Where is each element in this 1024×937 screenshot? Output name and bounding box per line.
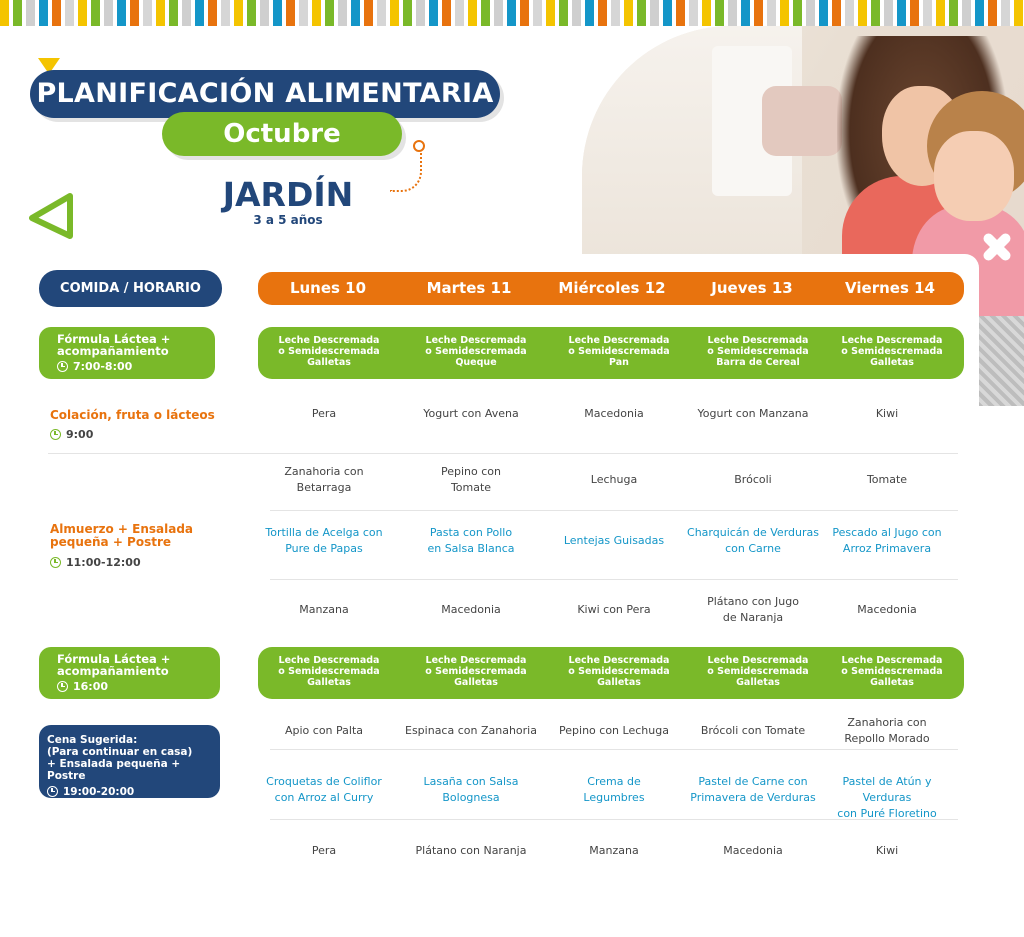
page-title: PLANIFICACIÓN ALIMENTARIA	[30, 70, 500, 118]
formula-cell	[822, 335, 962, 368]
days-header-bar	[258, 272, 964, 305]
cell-line: Leche Descremada	[568, 335, 670, 346]
cell-line: o Semidescremada	[425, 346, 527, 357]
meal-time-text: 7:00-8:00	[73, 360, 133, 373]
cell-line: Lechuga	[590, 473, 638, 486]
meal-label-text: Fórmula Láctea + acompañamiento	[57, 332, 171, 358]
cell-line: Leche Descremada	[841, 655, 943, 666]
formula-cell	[406, 335, 546, 368]
row-divider	[270, 579, 958, 580]
cena-ensalada-cell	[683, 723, 823, 739]
cena-plato-cell	[817, 774, 957, 822]
colacion-cell: Macedonia	[584, 407, 644, 420]
meal-label-almuerzo	[50, 523, 193, 549]
cell-line: Croquetas de Coliflor	[266, 775, 382, 788]
cell-line: Betarraga	[296, 481, 352, 494]
cell-line: Leche Descremada	[425, 335, 527, 346]
colacion-cell: Yogurt con Avena	[423, 407, 519, 420]
day-header: Jueves 13	[711, 279, 793, 297]
ring-decoration-icon	[413, 140, 425, 152]
cell-line: Manzana	[299, 603, 349, 616]
formula-cell	[549, 335, 689, 368]
meal-time-text: 9:00	[66, 428, 94, 441]
cell-line: Leche Descremada	[841, 335, 943, 346]
cell-line: Tortilla de Acelga con	[265, 526, 383, 539]
meal-label-text: pequeña + Postre	[50, 535, 172, 549]
cell-line: Zanahoria con	[847, 716, 927, 729]
day-header: Miércoles 12	[558, 279, 666, 297]
cena-postre-cell	[254, 843, 394, 859]
cell-line: Pera	[311, 844, 337, 857]
cell-line: o Semidescremada	[425, 666, 527, 677]
cell-line: o Semidescremada	[568, 346, 670, 357]
cell-line: Lasaña con Salsa	[423, 775, 519, 788]
cena-plato-cell	[254, 774, 394, 806]
cell-line: o Semidescremada	[841, 666, 943, 677]
colacion-cell: Pera	[311, 407, 337, 420]
meal-time-text: 19:00-20:00	[63, 786, 135, 798]
formula-pm-bar	[258, 647, 964, 699]
cena-ensalada-cell	[401, 723, 541, 739]
almuerzo-ensalada-cell	[817, 472, 957, 488]
cell-line: Galletas	[597, 677, 641, 688]
cell-line: Pan	[609, 357, 629, 368]
cell-line: o Semidescremada	[568, 666, 670, 677]
meal-time-text: 11:00-12:00	[66, 556, 141, 569]
day-header: Viernes 14	[845, 279, 935, 297]
dotted-line-decoration	[390, 152, 422, 192]
cell-line: Manzana	[589, 844, 639, 857]
meal-label-formula-pm	[39, 647, 220, 699]
almuerzo-plato-cell	[401, 525, 541, 557]
formula-cell	[822, 655, 962, 688]
formula-cell	[549, 655, 689, 688]
cross-decoration-icon	[980, 230, 1014, 264]
cell-line: Pastel de Atún y Verduras	[842, 775, 932, 804]
formula-cell	[688, 655, 828, 688]
cell-line: Leche Descremada	[707, 335, 809, 346]
cell-line: Galletas	[870, 357, 914, 368]
meal-label-text: Fórmula Láctea + acompañamiento	[57, 652, 171, 678]
age-range: 3 a 5 años	[253, 213, 323, 227]
cell-line: Tomate	[450, 481, 492, 494]
meal-label-formula-am	[39, 327, 215, 379]
cena-plato-cell	[401, 774, 541, 806]
meal-time-header: COMIDA / HORARIO	[39, 270, 222, 307]
decorative-stripes	[0, 0, 1024, 26]
clock-icon	[50, 429, 61, 440]
cell-line: Zanahoria con	[284, 465, 364, 478]
month-label: Octubre	[162, 112, 402, 156]
cell-line: Galletas	[307, 357, 351, 368]
cena-ensalada-cell	[817, 715, 957, 747]
colacion-cell: Kiwi	[875, 407, 899, 420]
green-triangle-icon	[28, 192, 76, 240]
row-divider	[48, 453, 958, 454]
cell-line: Galletas	[454, 677, 498, 688]
cell-line: Pastel de Carne con	[698, 775, 808, 788]
meal-time	[57, 361, 203, 373]
cell-line: Queque	[455, 357, 497, 368]
cell-line: Pescado al Jugo con	[832, 526, 942, 539]
cell-line: con Carne	[725, 542, 781, 555]
cell-line: Galletas	[307, 677, 351, 688]
formula-cell	[259, 655, 399, 688]
cell-line: de Naranja	[722, 611, 784, 624]
cell-line: Leche Descremada	[278, 655, 380, 666]
cell-line: en Salsa Blanca	[427, 542, 515, 555]
cell-line: Pepino con	[441, 465, 501, 478]
formula-cell	[406, 655, 546, 688]
cell-line: Leche Descremada	[278, 335, 380, 346]
almuerzo-plato-cell	[817, 525, 957, 557]
cell-line: Pure de Papas	[285, 542, 363, 555]
almuerzo-plato-cell	[683, 525, 823, 557]
cell-line: o Semidescremada	[841, 346, 943, 357]
cell-line: Arroz Primavera	[842, 542, 932, 555]
cell-line: con Arroz al Curry	[274, 791, 374, 804]
meal-label-text: Cena Sugerida:	[47, 734, 138, 746]
cell-line: Repollo Morado	[844, 732, 930, 745]
meal-time	[57, 681, 208, 693]
cena-ensalada-cell	[254, 723, 394, 739]
almuerzo-postre-cell	[817, 602, 957, 618]
cell-line: Galletas	[870, 677, 914, 688]
cena-postre-cell	[683, 843, 823, 859]
cena-postre-cell	[817, 843, 957, 859]
formula-cell	[688, 335, 828, 368]
cell-line: Charquicán de Verduras	[687, 526, 819, 539]
meal-label-colacion: Colación, fruta o lácteos	[50, 408, 215, 422]
cell-line: Lentejas Guisadas	[563, 534, 665, 547]
cena-plato-cell	[683, 774, 823, 806]
cell-line: Macedonia	[723, 844, 783, 857]
almuerzo-postre-cell	[544, 602, 684, 618]
clock-icon	[50, 557, 61, 568]
cell-line: Macedonia	[857, 603, 917, 616]
formula-cell	[259, 335, 399, 368]
day-header: Martes 11	[426, 279, 512, 297]
cell-line: Leche Descremada	[568, 655, 670, 666]
meal-label-text: + Ensalada pequeña + Postre	[47, 758, 181, 782]
meal-label-cena	[39, 725, 220, 798]
cell-line: Kiwi	[875, 844, 899, 857]
almuerzo-postre-cell	[401, 602, 541, 618]
cell-line: o Semidescremada	[707, 346, 809, 357]
cell-line: con Puré Floretino	[837, 807, 937, 820]
cena-plato-cell	[544, 774, 684, 806]
clock-icon	[57, 361, 68, 372]
almuerzo-postre-cell	[683, 594, 823, 626]
almuerzo-plato-cell	[544, 533, 684, 549]
cell-line: o Semidescremada	[278, 346, 380, 357]
cell-line: Brócoli	[734, 473, 772, 486]
cena-postre-cell	[544, 843, 684, 859]
row-divider	[270, 749, 958, 750]
cell-line: Leche Descremada	[425, 655, 527, 666]
meal-label-text: (Para continuar en casa)	[47, 746, 193, 758]
cell-line: Leche Descremada	[707, 655, 809, 666]
almuerzo-ensalada-cell	[254, 464, 394, 496]
level-title: JARDÍN	[222, 175, 354, 214]
cell-line: Barra de Cereal	[716, 357, 800, 368]
cell-line: Plátano con Jugo	[707, 595, 799, 608]
cell-line: Pasta con Pollo	[429, 526, 513, 539]
cell-line: Apio con Palta	[284, 724, 364, 737]
cell-line: Brócoli con Tomate	[700, 724, 806, 737]
cell-line: Crema de	[587, 775, 641, 788]
colacion-cell: Yogurt con Manzana	[697, 407, 809, 420]
cell-line: o Semidescremada	[278, 666, 380, 677]
cell-line: Espinaca con Zanahoria	[405, 724, 537, 737]
cell-line: o Semidescremada	[707, 666, 809, 677]
cell-line: Macedonia	[441, 603, 501, 616]
cell-line: Plátano con Naranja	[415, 844, 527, 857]
almuerzo-postre-cell	[254, 602, 394, 618]
clock-icon	[47, 786, 58, 797]
almuerzo-plato-cell	[254, 525, 394, 557]
cena-postre-cell	[401, 843, 541, 859]
meal-time	[47, 786, 220, 798]
cell-line: Primavera de Verduras	[690, 791, 816, 804]
cell-line: Legumbres	[583, 791, 645, 804]
meal-time-almuerzo	[50, 556, 141, 569]
cell-line: Galletas	[736, 677, 780, 688]
cell-line: Tomate	[866, 473, 908, 486]
day-header: Lunes 10	[289, 279, 367, 297]
cell-line: Pepino con Lechuga	[559, 724, 669, 737]
almuerzo-ensalada-cell	[544, 472, 684, 488]
cell-line: Bolognesa	[442, 791, 500, 804]
cena-ensalada-cell	[544, 723, 684, 739]
meal-time-text: 16:00	[73, 680, 109, 693]
meal-time-colacion	[50, 428, 93, 441]
almuerzo-ensalada-cell	[401, 464, 541, 496]
row-divider	[270, 510, 958, 511]
clock-icon	[57, 681, 68, 692]
formula-am-bar	[258, 327, 964, 379]
almuerzo-ensalada-cell	[683, 472, 823, 488]
meal-label-text: Almuerzo + Ensalada	[50, 522, 194, 536]
cell-line: Kiwi con Pera	[577, 603, 651, 616]
